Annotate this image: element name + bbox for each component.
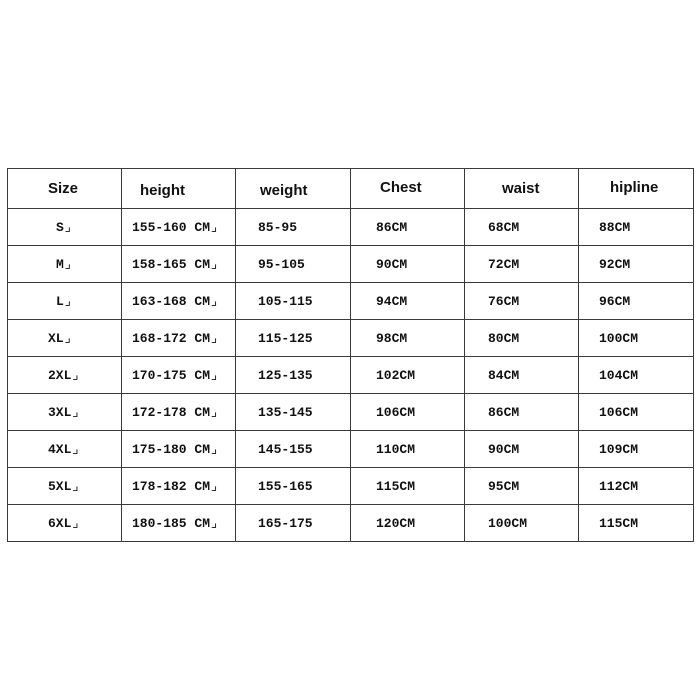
table-row — [8, 357, 694, 394]
cell-size: 5XL⌟ — [8, 468, 122, 505]
cell-weight: 135-145 — [236, 394, 351, 431]
table-row — [8, 505, 694, 542]
cell-chest: 110CM — [351, 431, 465, 468]
cell-waist: 80CM — [465, 320, 579, 357]
cell-height: 158-165 CM⌟ — [122, 246, 236, 283]
cell-hipline: 115CM — [579, 505, 694, 542]
cell-waist: 90CM — [465, 431, 579, 468]
header-height: height — [122, 169, 236, 209]
cell-chest: 98CM — [351, 320, 465, 357]
table-row — [8, 431, 694, 468]
cell-weight: 155-165 — [236, 468, 351, 505]
cell-chest: 90CM — [351, 246, 465, 283]
cell-size: 6XL⌟ — [8, 505, 122, 542]
cell-height: 178-182 CM⌟ — [122, 468, 236, 505]
cell-weight: 105-115 — [236, 283, 351, 320]
header-chest: Chest — [351, 169, 465, 209]
cell-waist: 100CM — [465, 505, 579, 542]
cell-chest: 102CM — [351, 357, 465, 394]
cell-waist: 86CM — [465, 394, 579, 431]
cell-chest: 106CM — [351, 394, 465, 431]
header-size: Size — [8, 169, 122, 209]
header-row — [8, 169, 694, 209]
cell-chest: 120CM — [351, 505, 465, 542]
table-row — [8, 394, 694, 431]
cell-chest: 94CM — [351, 283, 465, 320]
cell-weight: 125-135 — [236, 357, 351, 394]
cell-waist: 76CM — [465, 283, 579, 320]
cell-weight: 145-155 — [236, 431, 351, 468]
table-row — [8, 320, 694, 357]
cell-chest: 115CM — [351, 468, 465, 505]
table-row — [8, 283, 694, 320]
cell-size: L⌟ — [8, 283, 122, 320]
cell-waist: 68CM — [465, 209, 579, 246]
cell-height: 170-175 CM⌟ — [122, 357, 236, 394]
cell-height: 168-172 CM⌟ — [122, 320, 236, 357]
cell-hipline: 104CM — [579, 357, 694, 394]
cell-size: M⌟ — [8, 246, 122, 283]
table-row — [8, 246, 694, 283]
cell-waist: 72CM — [465, 246, 579, 283]
cell-hipline: 100CM — [579, 320, 694, 357]
size-chart-table — [7, 168, 694, 542]
cell-size: 4XL⌟ — [8, 431, 122, 468]
cell-height: 180-185 CM⌟ — [122, 505, 236, 542]
cell-hipline: 92CM — [579, 246, 694, 283]
cell-size: S⌟ — [8, 209, 122, 246]
cell-waist: 84CM — [465, 357, 579, 394]
cell-waist: 95CM — [465, 468, 579, 505]
cell-chest: 86CM — [351, 209, 465, 246]
header-waist: waist — [465, 169, 579, 209]
cell-size: XL⌟ — [8, 320, 122, 357]
cell-weight: 165-175 — [236, 505, 351, 542]
cell-height: 175-180 CM⌟ — [122, 431, 236, 468]
cell-weight: 85-95 — [236, 209, 351, 246]
cell-height: 155-160 CM⌟ — [122, 209, 236, 246]
table-row — [8, 209, 694, 246]
cell-weight: 115-125 — [236, 320, 351, 357]
cell-hipline: 109CM — [579, 431, 694, 468]
cell-hipline: 112CM — [579, 468, 694, 505]
table-row — [8, 468, 694, 505]
cell-height: 172-178 CM⌟ — [122, 394, 236, 431]
cell-size: 3XL⌟ — [8, 394, 122, 431]
header-weight: weight — [236, 169, 351, 209]
cell-hipline: 88CM — [579, 209, 694, 246]
cell-size: 2XL⌟ — [8, 357, 122, 394]
cell-hipline: 96CM — [579, 283, 694, 320]
cell-height: 163-168 CM⌟ — [122, 283, 236, 320]
header-hipline: hipline — [579, 169, 694, 209]
cell-weight: 95-105 — [236, 246, 351, 283]
cell-hipline: 106CM — [579, 394, 694, 431]
